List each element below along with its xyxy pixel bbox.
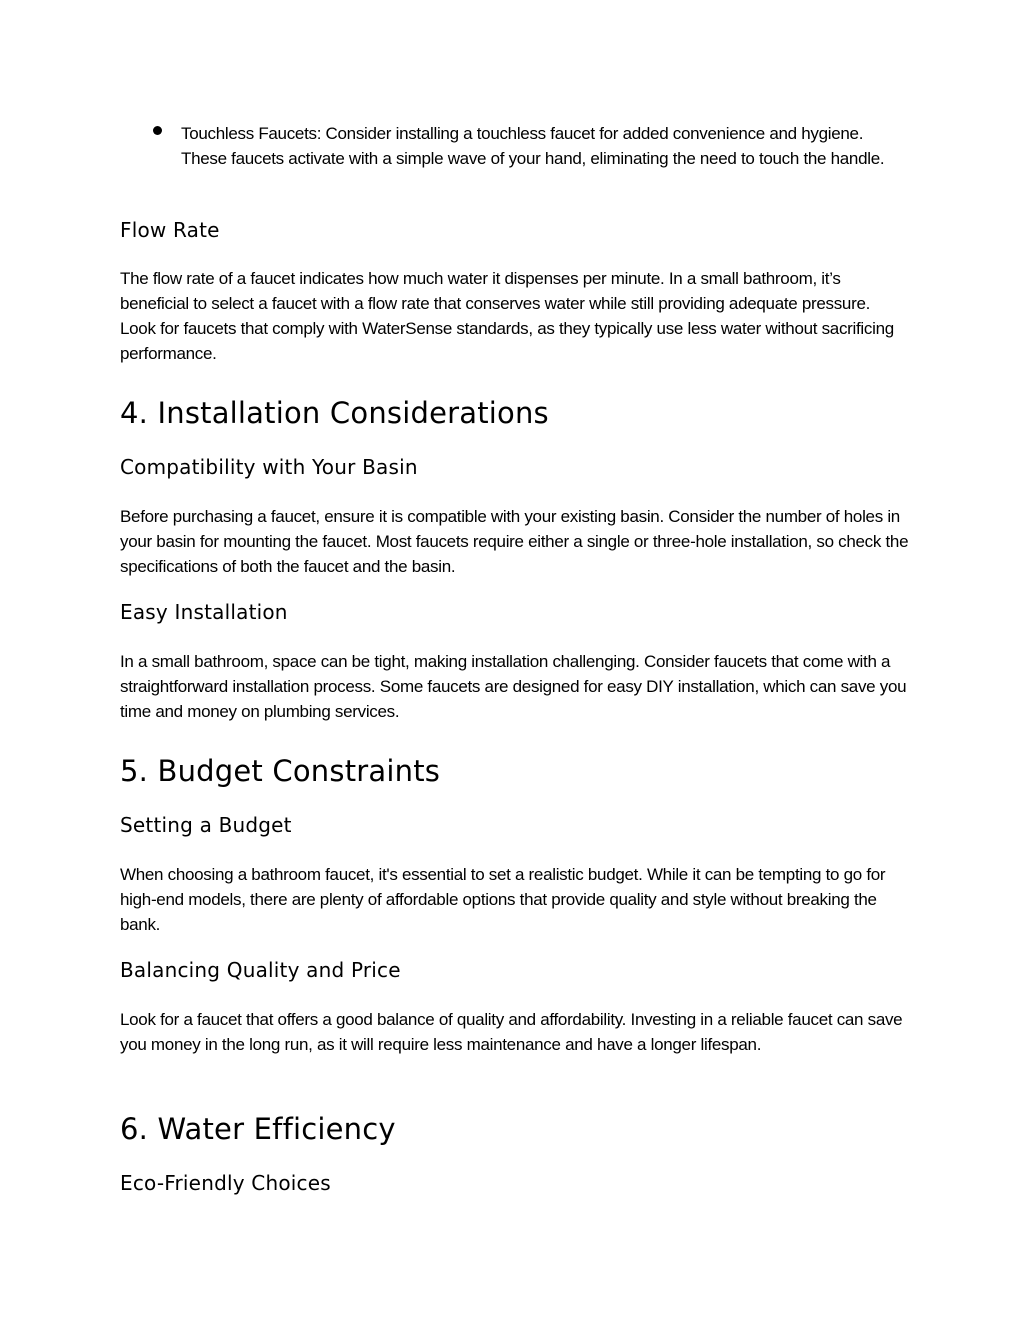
flow-rate-heading: Flow Rate — [120, 218, 220, 242]
eco-friendly-heading: Eco-Friendly Choices — [120, 1171, 331, 1195]
budget-constraints-heading: 5. Budget Constraints — [120, 754, 441, 788]
touchless-faucets-bullet: Touchless Faucets: Consider installing a touchless faucet for added convenience and hygiene. These faucets activate with a simple wave of your hand, eliminating the need to touch the handle. — [181, 124, 885, 168]
balancing-quality-heading: Balancing Quality and Price — [120, 958, 401, 982]
compatibility-heading: Compatibility with Your Basin — [120, 455, 418, 479]
balancing-quality-paragraph: Look for a faucet that offers a good balance of quality and affordability. Investing in a reliable faucet can save you money in the long run, as it will require less maintenance and have a longer lifespan. — [120, 1010, 903, 1054]
setting-budget-paragraph: When choosing a bathroom faucet, it's essential to set a realistic budget. While it can be tempting to go for high-end models, there are plenty of affordable options that provide quality and style without breaking the bank. — [120, 865, 886, 934]
document-page — [120, 0, 910, 1325]
bullet-dot-icon — [153, 126, 162, 135]
water-efficiency-heading: 6. Water Efficiency — [120, 1112, 396, 1146]
compatibility-paragraph: Before purchasing a faucet, ensure it is compatible with your existing basin. Consider the number of holes in your basin for mounting the faucet. Most faucets require either a single or three-hole installation, so check the specifications of both the faucet and the basin. — [120, 507, 909, 576]
easy-installation-paragraph: In a small bathroom, space can be tight, making installation challenging. Consider faucets that come with a straightforward installation process. Some faucets are designed for easy DIY installation, which can save you time and money on plumbing services. — [120, 652, 907, 721]
easy-installation-heading: Easy Installation — [120, 600, 288, 624]
installation-considerations-heading: 4. Installation Considerations — [120, 396, 549, 430]
setting-budget-heading: Setting a Budget — [120, 813, 292, 837]
flow-rate-paragraph: The flow rate of a faucet indicates how much water it dispenses per minute. In a small bathroom, it’s beneficial to select a faucet with a flow rate that conserves water while still providing adequate pressure. Look for faucets that comply with WaterSense standards, as they typically use less water without sacrificing performance. — [120, 269, 894, 363]
